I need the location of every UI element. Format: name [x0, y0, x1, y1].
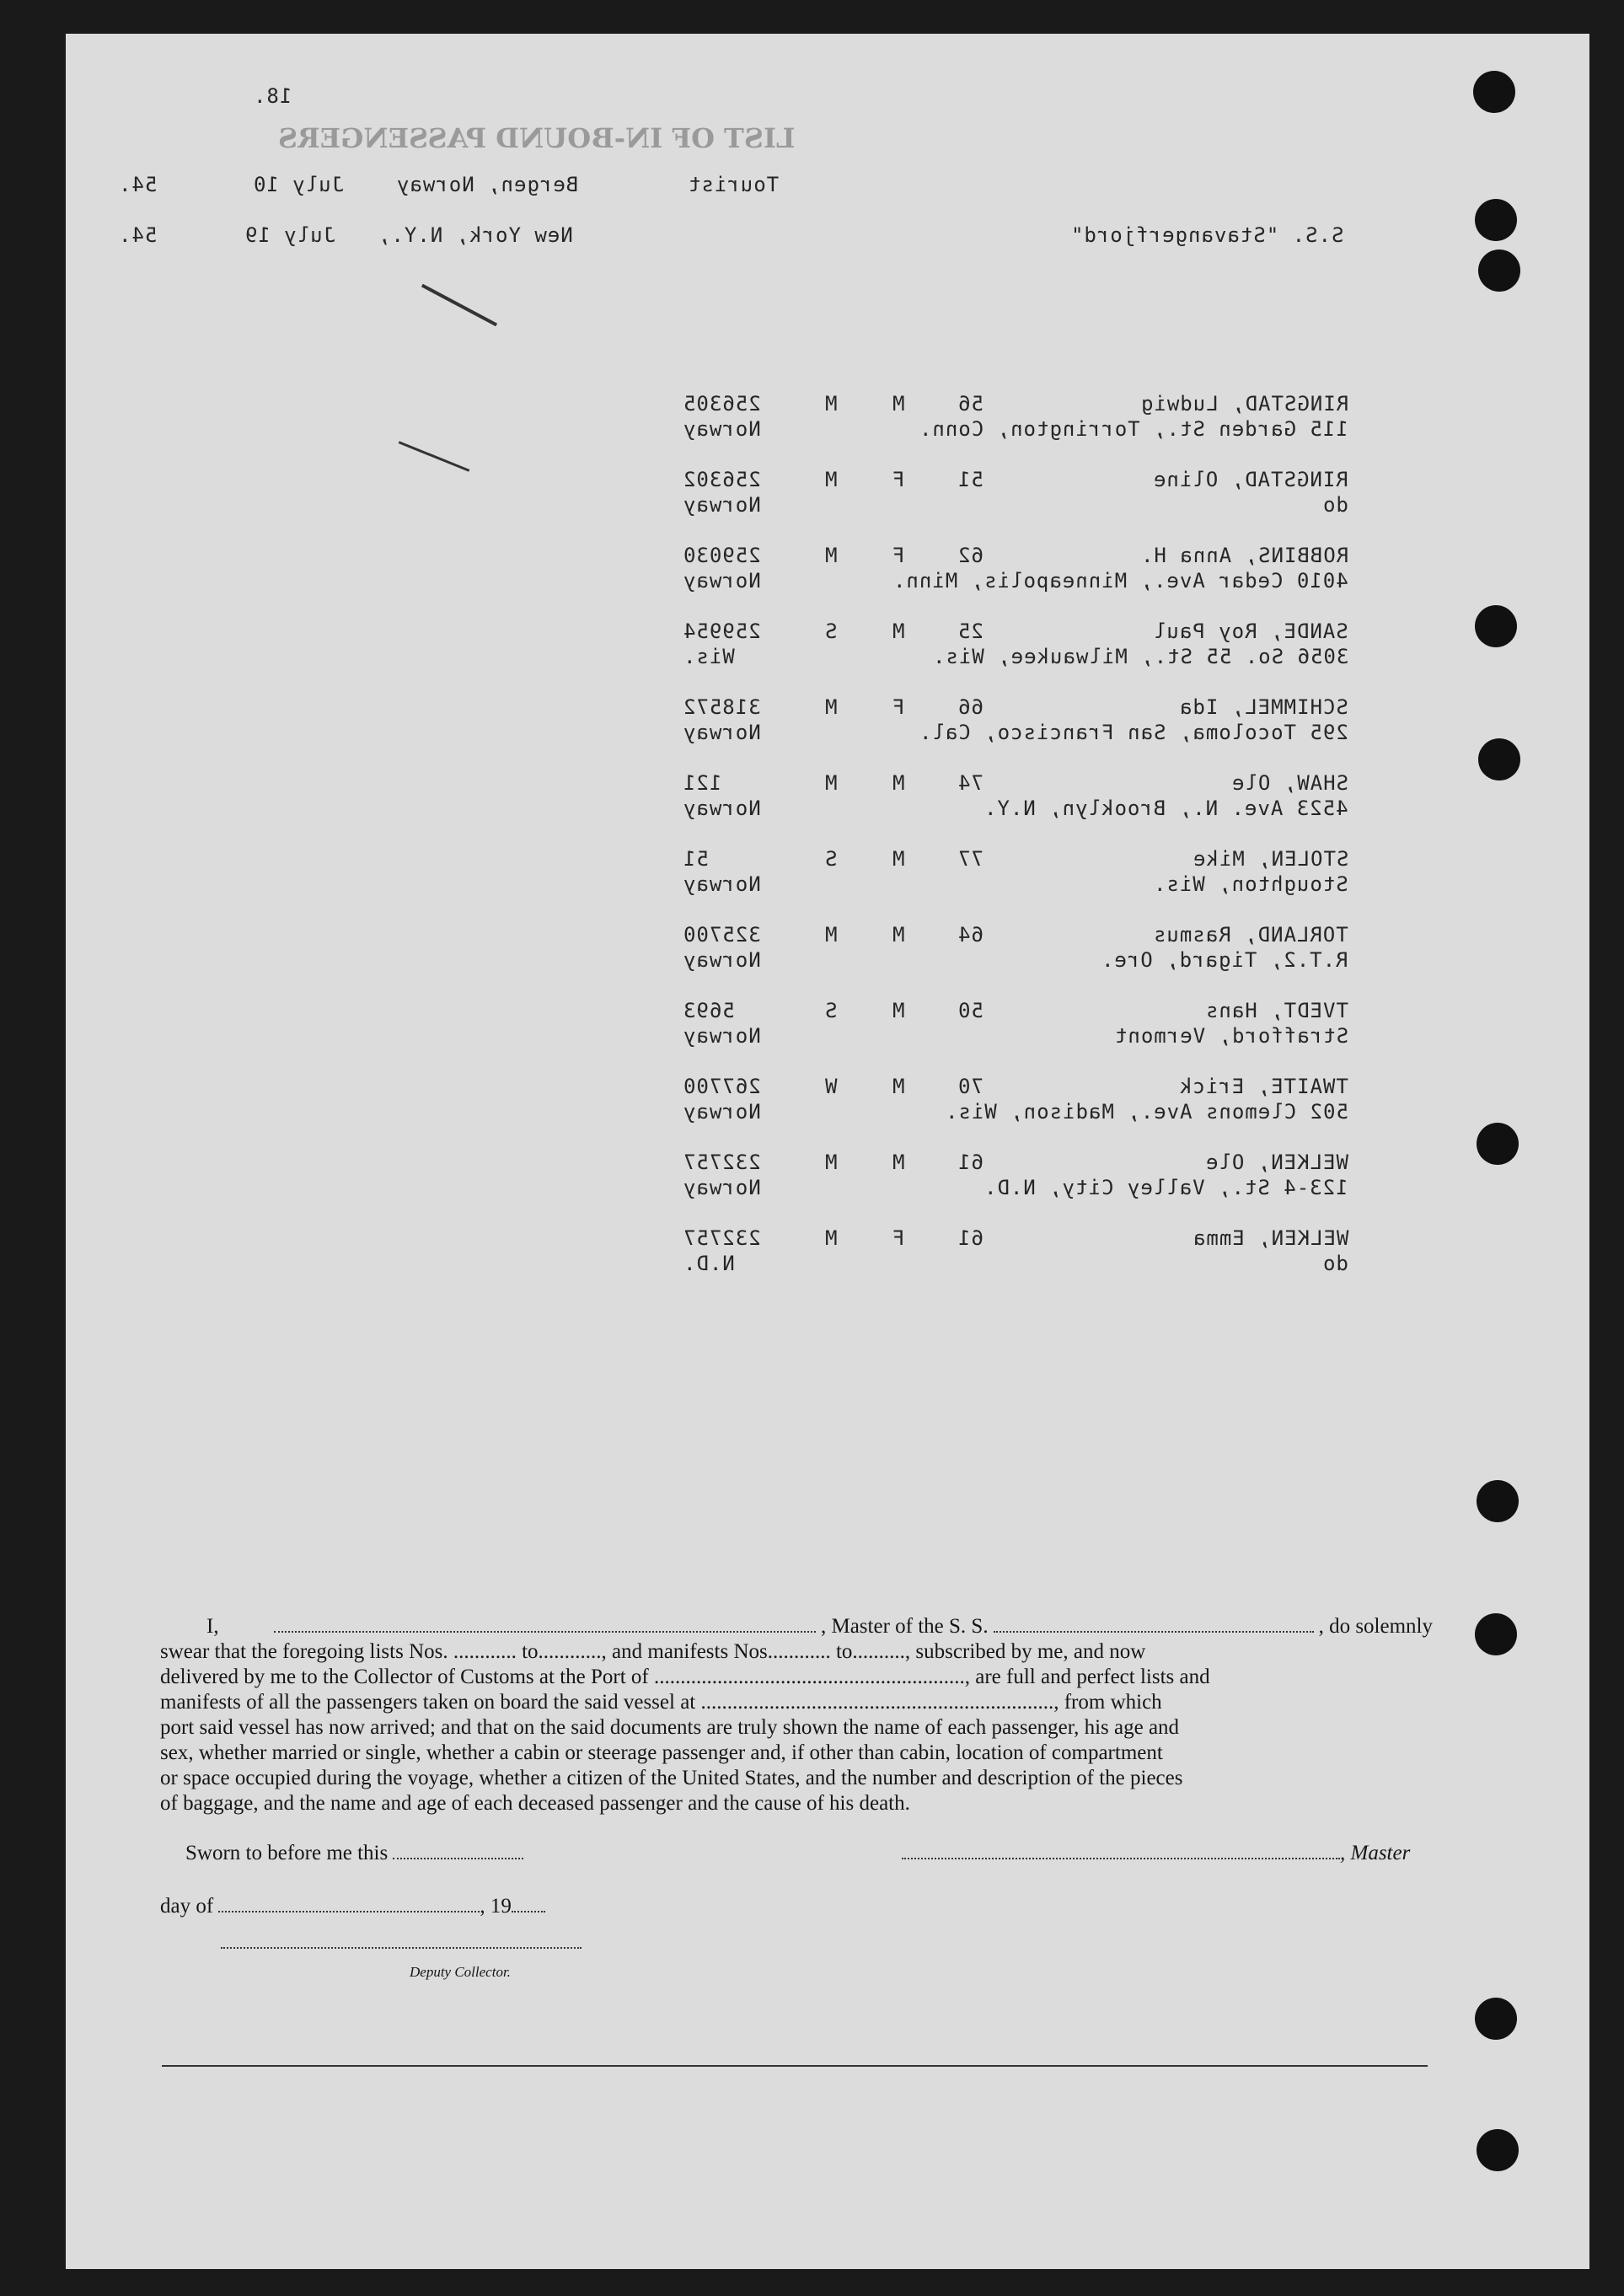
passenger-status: S [824, 620, 838, 643]
passenger-name: TVEDT, Hans [1205, 999, 1348, 1022]
passenger-name: SHAW, Ole [1230, 771, 1348, 795]
passenger-sex: M [892, 771, 905, 795]
passenger-age: 56 [957, 392, 984, 416]
passenger-country: Norway [683, 721, 761, 744]
passenger-number: 259954 [683, 620, 761, 643]
passenger-address: 115 Garden St., Torrington, Conn. [919, 417, 1348, 441]
binder-hole [1475, 605, 1517, 647]
passenger-status: M [824, 1226, 838, 1250]
passenger-country: Norway [683, 1176, 761, 1199]
passenger-name: WELKEN, Emma [1192, 1226, 1348, 1250]
oath-line: sex, whether married or single, whether a cabin or steerage passenger and, if other than cabin, location of compartment [160, 1741, 1163, 1764]
passenger-address: Strafford, Vermont [1113, 1024, 1348, 1048]
oath-line: delivered by me to the Collector of Customs at the Port of ..........................................................., are full and perfect lists and [160, 1666, 1210, 1688]
passenger-country: Norway [683, 569, 761, 593]
passenger-country: Norway [683, 872, 761, 896]
passenger-status: M [824, 923, 838, 947]
passenger-age: 64 [957, 923, 984, 947]
passenger-age: 25 [957, 620, 984, 643]
passenger-sex: M [892, 1151, 905, 1174]
passenger-country: Norway [683, 948, 761, 972]
passenger-age: 51 [957, 468, 984, 491]
page-number: 18. [253, 84, 292, 108]
passenger-address: 502 Clemons Ave., Madison, Wis. [945, 1100, 1348, 1124]
passenger-number: 325700 [683, 923, 761, 947]
passenger-status: M [824, 1151, 838, 1174]
passenger-age: 61 [957, 1226, 984, 1250]
oath-line: or space occupied during the voyage, whether a citizen of the United States, and the number and description of the pieces [160, 1767, 1183, 1789]
passenger-name: SCHIMMEL, Ida [1179, 695, 1348, 719]
passenger-sex: M [892, 392, 905, 416]
bottom-rule [162, 2065, 1428, 2067]
passenger-address: do [1322, 493, 1348, 517]
binder-hole [1477, 1480, 1519, 1522]
binder-hole [1477, 1123, 1519, 1165]
passenger-age: 70 [957, 1075, 984, 1098]
passenger-status: M [824, 544, 838, 567]
binder-hole [1478, 738, 1520, 781]
passenger-number: 259030 [683, 544, 761, 567]
passenger-status: M [824, 771, 838, 795]
passenger-number: 267700 [683, 1075, 761, 1098]
passenger-number: 256302 [683, 468, 761, 491]
arrival-year: 54. [118, 223, 158, 247]
oath-i: I, [206, 1615, 219, 1638]
passenger-address: 123-4 St., Valley City, N.D. [984, 1176, 1348, 1199]
passenger-address: 4523 Ave. N., Brooklyn, N.Y. [984, 797, 1348, 820]
passenger-age: 74 [957, 771, 984, 795]
passenger-name: ROBBINS, Anna H. [1139, 544, 1348, 567]
passenger-status: M [824, 468, 838, 491]
passenger-name: STOLEN, Mike [1192, 847, 1348, 871]
binder-hole [1475, 1998, 1517, 2040]
departure-date: July 10 [253, 173, 345, 196]
passenger-age: 62 [957, 544, 984, 567]
binder-hole [1478, 249, 1520, 292]
binder-hole [1475, 1613, 1517, 1655]
passenger-number: 256305 [683, 392, 761, 416]
oath-line: of baggage, and the name and age of each deceased passenger and the cause of his death. [160, 1792, 910, 1815]
class-label: Tourist [688, 173, 780, 196]
passenger-status: S [824, 999, 838, 1022]
departure-port: Bergen, Norway [396, 173, 579, 196]
passenger-number: 232757 [683, 1151, 761, 1174]
ship-name: S.S. "Stavangerfjord" [1070, 223, 1344, 247]
passenger-name: TWAITE, Erick [1179, 1075, 1348, 1098]
passenger-address: Stoughton, Wis. [1153, 872, 1348, 896]
passenger-status: S [824, 847, 838, 871]
bleed-title: LIST OF IN-BOUND PASSENGERS [278, 122, 796, 154]
passenger-sex: F [892, 544, 905, 567]
passenger-age: 61 [957, 1151, 984, 1174]
oath-line: swear that the foregoing lists Nos. ............ to............, and manifests Nos............ to.........., subscribed by me, and now [160, 1640, 1146, 1663]
passenger-status: M [824, 695, 838, 719]
passenger-address: 4010 Cedar Ave., Minneapolis, Minn. [892, 569, 1348, 593]
arrival-date: July 19 [244, 223, 336, 247]
ship-name-line [994, 1614, 1314, 1633]
passenger-sex: M [892, 923, 905, 947]
oath-master: , Master of the S. S. [820, 1615, 989, 1638]
passenger-number: 5693 [683, 999, 735, 1022]
master-signature: , Master [902, 1842, 1410, 1865]
passenger-sex: F [892, 1226, 905, 1250]
passenger-status: W [824, 1075, 838, 1098]
departure-year: 54. [118, 173, 158, 196]
passenger-address: 295 Tocoloma, San Francisco, Cal. [919, 721, 1348, 744]
passenger-sex: M [892, 999, 905, 1022]
passenger-address: 3056 So. 55 St., Milwaukee, Wis. [931, 645, 1348, 668]
oath-text [160, 1614, 1433, 1816]
passenger-age: 66 [957, 695, 984, 719]
oath-solemnly: , do solemnly [1318, 1615, 1433, 1638]
oath-line: manifests of all the passengers taken on board the said vessel at ..................................................................., from which [160, 1691, 1162, 1714]
passenger-country: Norway [683, 797, 761, 820]
binder-hole [1477, 2129, 1519, 2171]
passenger-number: 318572 [683, 695, 761, 719]
arrival-port: New York, N.Y., [378, 223, 573, 247]
passenger-age: 77 [957, 847, 984, 871]
passenger-country: Norway [683, 417, 761, 441]
sworn-label: Sworn to before me this [185, 1842, 523, 1865]
deputy-signature-line [221, 1947, 582, 1949]
passenger-sex: M [892, 620, 905, 643]
passenger-country: N.D. [683, 1252, 735, 1275]
passenger-name: SANDE, Roy Paul [1153, 620, 1348, 643]
passenger-number: 121 [683, 771, 722, 795]
passenger-address: do [1322, 1252, 1348, 1275]
oath-line: port said vessel has now arrived; and that on the said documents are truly shown the name of each passenger, his age and [160, 1716, 1180, 1739]
passenger-address: R.T.2, Tigard, Ore. [1101, 948, 1348, 972]
passenger-country: Wis. [683, 645, 735, 668]
passenger-country: Norway [683, 493, 761, 517]
passenger-country: Norway [683, 1024, 761, 1048]
passenger-sex: M [892, 1075, 905, 1098]
passenger-number: 232757 [683, 1226, 761, 1250]
passenger-sex: M [892, 847, 905, 871]
passenger-status: M [824, 392, 838, 416]
passenger-name: RINGSTAD, Oline [1153, 468, 1348, 491]
passenger-name: WELKEN, Ole [1205, 1151, 1348, 1174]
passenger-sex: F [892, 468, 905, 491]
day-of-label: day of , 19 [160, 1895, 545, 1918]
passenger-name: TORLAND, Rasmus [1153, 923, 1348, 947]
passenger-sex: F [892, 695, 905, 719]
master-name-line [274, 1614, 816, 1633]
passenger-age: 50 [957, 999, 984, 1022]
passenger-number: 51 [683, 847, 709, 871]
passenger-country: Norway [683, 1100, 761, 1124]
passenger-name: RINGSTAD, Ludwig [1139, 392, 1348, 416]
deputy-label: Deputy Collector. [410, 1964, 511, 1980]
binder-hole [1475, 199, 1517, 241]
binder-hole [1473, 71, 1515, 113]
